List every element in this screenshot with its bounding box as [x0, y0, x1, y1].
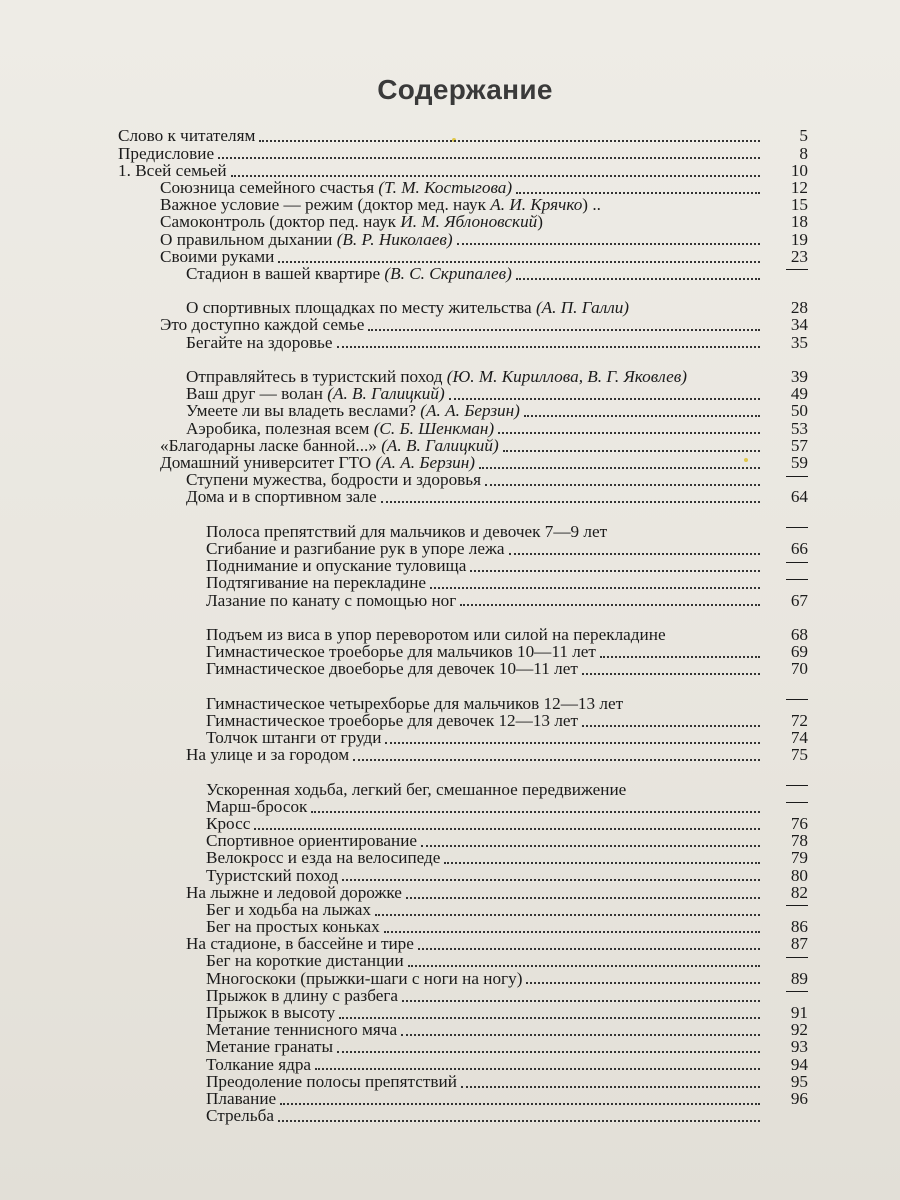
toc-entry-title: Стадион в вашей квартире (В. С. Скрипалев): [186, 263, 512, 283]
same-page-dash: [786, 269, 808, 270]
toc-entry-title: Аэробика, полезная всем (С. Б. Шенкман): [186, 418, 495, 438]
toc-entry: [118, 609, 812, 643]
toc-entry: [118, 506, 812, 540]
toc-entry-title: Дома и в спортивном зале: [186, 487, 377, 507]
dot-leader: [408, 965, 760, 967]
dot-leader: [254, 828, 760, 830]
dot-leader: [218, 157, 760, 159]
toc-page-number: 80: [790, 865, 808, 885]
dot-leader: [470, 570, 760, 572]
toc-page-number: [762, 266, 812, 283]
toc-page-number: 53: [790, 418, 808, 438]
toc-page-number: 70: [790, 659, 808, 679]
dot-leader: [353, 759, 760, 761]
toc-entry-author: (А. А. Берзин): [420, 401, 520, 421]
toc-entry-title: Умеете ли вы владеть веслами? (А. А. Берзин): [186, 401, 520, 421]
toc-entry-title: Союзница семейного счастья (Т. М. Костыгова): [160, 177, 513, 197]
toc-page-number: 64: [790, 487, 808, 507]
dot-leader: [449, 398, 760, 400]
toc-entry-title: Поднимание и опускание туловища: [206, 556, 467, 576]
toc-entry-title: О спортивных площадках по месту жительства (А. П. Галли): [186, 298, 630, 318]
toc-page-number: 93: [790, 1037, 808, 1057]
toc-entry-author: (А. В. Галицкий): [327, 384, 445, 404]
dot-leader: [337, 1051, 760, 1053]
toc-page-number: 66: [790, 538, 808, 558]
toc-page-number: [762, 696, 812, 713]
toc-page-number: 87: [790, 934, 808, 954]
toc-page-number: 74: [790, 728, 808, 748]
same-page-dash: [786, 957, 808, 958]
toc-entry: [118, 351, 812, 385]
toc-entry-author: (С. Б. Шенкман): [373, 418, 495, 438]
toc-entry-title: Прыжок в длину с разбега: [206, 985, 399, 1005]
dot-leader: [444, 862, 760, 864]
dot-leader: [516, 278, 760, 280]
dot-leader: [342, 879, 760, 881]
dot-leader: [509, 553, 761, 555]
dot-leader: [485, 484, 760, 486]
toc-page-number: 92: [790, 1020, 808, 1040]
dot-leader: [582, 673, 760, 675]
toc-page-number: 50: [790, 401, 808, 421]
dot-leader: [582, 725, 760, 727]
toc-page-number: 75: [790, 745, 808, 765]
toc-entry: [118, 592, 812, 609]
toc-entry-title: Марш-бросок: [206, 796, 308, 816]
toc-entry-title: Лазание по канату с помощью ног: [206, 590, 457, 610]
dot-leader: [311, 811, 760, 813]
toc-page-number: 28: [790, 298, 808, 318]
toc-entry-title: Ступени мужества, бодрости и здоровья: [186, 470, 482, 490]
toc-entry-author: И. М. Яблоновский: [400, 212, 538, 232]
toc-page-number: 39: [790, 367, 808, 387]
dot-leader: [315, 1068, 760, 1070]
dot-leader: [526, 982, 760, 984]
toc-entry-title: Гимнастическое двоеборье для девочек 10—11 лет: [206, 659, 578, 679]
toc-page-number: 95: [790, 1071, 808, 1091]
toc-entry-title: Кросс: [206, 813, 251, 833]
toc-page-number: 82: [790, 882, 808, 902]
page-title: Содержание: [377, 74, 553, 105]
dot-leader: [385, 742, 760, 744]
toc-page-number: [762, 782, 812, 799]
toc-page-number: [762, 953, 812, 970]
toc-page-number: 68: [790, 624, 808, 644]
dot-leader: [337, 346, 760, 348]
toc-entry-author: (А. В. Галицкий): [381, 435, 499, 455]
toc-page-number: 34: [790, 315, 808, 335]
toc-entry-title: На лыжне и ледовой дорожке: [186, 882, 402, 902]
toc-page-number: 49: [790, 384, 808, 404]
table-of-contents: [118, 128, 812, 1125]
toc-entry-title: На стадионе, в бассейне и тире: [186, 934, 414, 954]
toc-entry-title: Самоконтроль (доктор пед. наук И. М. Яблоновский): [160, 212, 543, 232]
toc-page-number: 76: [790, 813, 808, 833]
toc-entry: [118, 1108, 812, 1125]
same-page-dash: [786, 699, 808, 700]
toc-page-number: [762, 558, 812, 575]
toc-page-number: 57: [790, 435, 808, 455]
dot-leader: [278, 1120, 760, 1122]
toc-entry-title: Многоскоки (прыжки-шаги с ноги на ногу): [206, 968, 523, 988]
toc-entry-title: Подъем из виса в упор переворотом или силой на перекладине: [206, 624, 666, 644]
same-page-dash: [786, 476, 808, 477]
toc-page-number: 86: [790, 917, 808, 937]
toc-page-number: 8: [799, 143, 808, 163]
toc-entry-title: Гимнастическое троеборье для девочек 12—13 лет: [206, 710, 579, 730]
toc-page-number: 72: [790, 710, 808, 730]
toc-entry-title: Ускоренная ходьба, легкий бег, смешанное передвижение: [206, 779, 627, 799]
dot-leader: [381, 501, 760, 503]
toc-entry-title: Спортивное ориентирование: [206, 831, 418, 851]
toc-entry: [118, 661, 812, 678]
same-page-dash: [786, 991, 808, 992]
dot-leader: [406, 897, 760, 899]
toc-entry-title: Бег на простых коньках: [206, 917, 380, 937]
toc-page-number: 35: [790, 332, 808, 352]
dot-leader: [479, 467, 760, 469]
dot-leader: [421, 845, 760, 847]
toc-page-number: 96: [790, 1088, 808, 1108]
toc-page-number: 18: [790, 212, 808, 232]
toc-entry-title: О правильном дыхании (В. Р. Николаев): [160, 229, 453, 249]
dot-leader: [384, 931, 760, 933]
dot-leader: [368, 329, 760, 331]
same-page-dash: [786, 562, 808, 563]
toc-page-number: 10: [790, 160, 808, 180]
toc-entry-title: Гимнастическое троеборье для мальчиков 10—11 лет: [206, 642, 596, 662]
same-page-dash: [786, 527, 808, 528]
same-page-dash: [786, 802, 808, 803]
toc-entry-author: (В. С. Скрипалев): [384, 263, 512, 283]
toc-entry-title: На улице и за городом: [186, 745, 350, 765]
toc-entry-title: Толкание ядра: [206, 1054, 312, 1074]
toc-entry: [118, 678, 812, 712]
toc-entry: [118, 747, 812, 764]
dot-leader: [461, 1086, 760, 1088]
toc-page-number: 5: [799, 126, 808, 146]
toc-entry-title: Стрельба: [206, 1106, 274, 1126]
toc-page-number: 15: [790, 195, 808, 215]
toc-entry-title: Метание гранаты: [206, 1037, 334, 1057]
toc-entry-title: Отправляйтесь в туристский поход (Ю. М. Кириллова, В. Г. Яковлев): [186, 367, 687, 387]
toc-page-number: 78: [790, 831, 808, 851]
dot-leader: [430, 587, 760, 589]
toc-entry-title: Подтягивание на перекладине: [206, 573, 427, 593]
toc-entry-author: (В. Р. Николаев): [336, 229, 453, 249]
toc-page-number: 19: [790, 229, 808, 249]
toc-entry-title: Это доступно каждой семье: [160, 315, 365, 335]
dot-leader: [401, 1034, 760, 1036]
toc-entry-author: (Т. М. Костыгова): [378, 177, 513, 197]
dot-leader: [280, 1103, 760, 1105]
toc-entry-title: Туристский поход: [206, 865, 339, 885]
toc-entry-title: Велокросс и езда на велосипеде: [206, 848, 441, 868]
toc-entry-author: (А. П. Галли): [535, 298, 630, 318]
toc-entry: [118, 283, 812, 317]
dot-leader: [600, 656, 760, 658]
dot-leader: [278, 261, 760, 263]
toc-entry-title: Бегайте на здоровье: [186, 332, 333, 352]
toc-page-number: 23: [790, 246, 808, 266]
toc-entry-title: Толчок штанги от груди: [206, 728, 382, 748]
toc-entry-author: (А. А. Берзин): [375, 452, 476, 472]
toc-entry-title: Сгибание и разгибание рук в упоре лежа: [206, 538, 505, 558]
toc-entry-title: Плавание: [206, 1088, 277, 1108]
toc-entry-title: Преодоление полосы препятствий: [206, 1071, 457, 1091]
dot-leader: [524, 415, 760, 417]
toc-entry-title: Домашний университет ГТО (А. А. Берзин): [160, 452, 476, 472]
dot-leader: [457, 243, 760, 245]
toc-page-number: 91: [790, 1003, 808, 1023]
toc-entry-title: «Благодарны ласке банной...» (А. В. Галицкий): [160, 435, 499, 455]
toc-page-number: 69: [790, 642, 808, 662]
toc-entry-title: Бег на короткие дистанции: [206, 951, 404, 971]
toc-entry-title: 1. Всей семьей: [118, 160, 227, 180]
toc-entry-title: Важное условие — режим (доктор мед. наук А. И. Крячко) ..: [160, 195, 601, 215]
toc-entry-title: Своими руками: [160, 246, 275, 266]
toc-entry: [118, 263, 812, 283]
dot-leader: [460, 604, 760, 606]
dot-leader: [402, 1000, 760, 1002]
toc-page-number: 94: [790, 1054, 808, 1074]
dot-leader: [503, 450, 760, 452]
same-page-dash: [786, 785, 808, 786]
dot-leader: [375, 914, 760, 916]
toc-page-number: 67: [790, 590, 808, 610]
toc-page-number: 79: [790, 848, 808, 868]
toc-entry-title: Слово к читателям: [118, 126, 256, 146]
toc-page-number: 12: [790, 177, 808, 197]
toc-entry-author: (Ю. М. Кириллова, В. Г. Яковлев): [446, 367, 687, 387]
same-page-dash: [786, 579, 808, 580]
toc-page-number: [762, 575, 812, 592]
toc-entry-title: Бег и ходьба на лыжах: [206, 899, 371, 919]
dot-leader: [339, 1017, 760, 1019]
dot-leader: [231, 175, 760, 177]
toc-page-number: 89: [790, 968, 808, 988]
toc-entry-title: Ваш друг — волан (А. В. Галицкий): [186, 384, 445, 404]
dot-leader: [516, 192, 760, 194]
toc-entry-title: Полоса препятствий для мальчиков и девочек 7—9 лет: [206, 521, 608, 541]
toc-entry: [118, 489, 812, 506]
dot-leader: [418, 948, 760, 950]
toc-entry: [118, 128, 812, 145]
toc-entry-title: Предисловие: [118, 143, 215, 163]
toc-entry-title: Гимнастическое четырехборье для мальчиков 12—13 лет: [206, 693, 624, 713]
toc-entry-title: Прыжок в высоту: [206, 1003, 336, 1023]
dot-leader: [259, 140, 760, 142]
same-page-dash: [786, 905, 808, 906]
toc-entry-title: Метание теннисного мяча: [206, 1020, 398, 1040]
dot-leader: [498, 432, 760, 434]
toc-entry-author: А. И. Крячко: [490, 195, 583, 215]
toc-entry: [118, 334, 812, 351]
toc-entry: [118, 764, 812, 798]
toc-page-number: 59: [790, 452, 808, 472]
